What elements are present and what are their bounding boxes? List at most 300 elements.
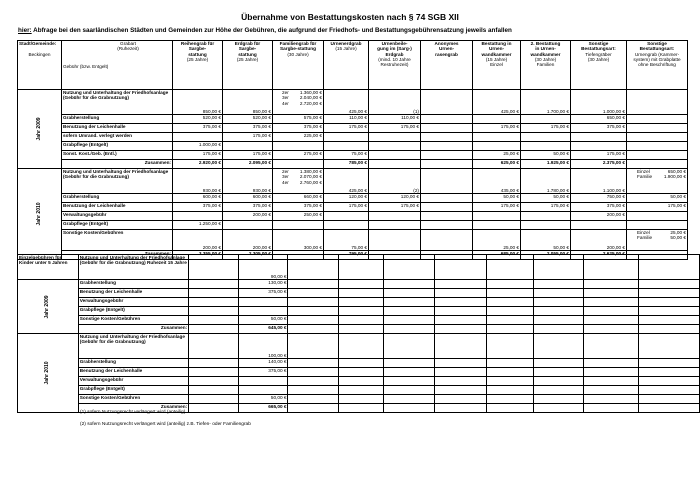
pair-value: 1.900,00 € [663,174,686,180]
empty-cell [189,395,239,404]
fee-table-kinder [17,254,700,413]
sonstige-pair-cell [627,169,688,194]
empty-cell [324,133,369,142]
value-cell: 130,00 € [238,280,288,289]
empty-cell [473,212,521,221]
empty-cell [223,221,273,230]
empty-cell [189,316,239,325]
empty-cell [435,289,487,298]
value-cell: 75,00 € [324,151,369,160]
empty-cell [288,325,339,334]
block-2010 [18,169,688,260]
empty-cell [339,298,384,307]
h-l2: Sargbe-stattung [280,46,316,52]
empty-cell [571,221,627,230]
h-l4: (15 Jahre) [485,56,508,62]
empty-cell [189,368,239,377]
block-2009 [18,90,688,169]
pair-label: Einzel [637,169,650,174]
value-cell: 375,00 € [223,203,273,212]
total-row [18,160,688,169]
row-label: Grabherstellung [78,359,188,368]
empty-cell [383,280,435,289]
h-l5: Restruhezeit) [380,62,409,68]
empty-cell [435,377,487,386]
empty-cell [369,133,421,142]
year-label: Jahr 2010 [35,202,42,226]
year-label: Jahr 2009 [35,117,42,141]
empty-cell [583,386,639,395]
empty-cell [273,221,324,230]
empty-cell [583,325,639,334]
empty-cell [534,404,584,413]
header-col-5 [369,41,421,90]
value-cell: 90,00 € [238,255,288,280]
row-label: Grabherstellung [62,115,173,124]
header-col-3 [273,41,324,90]
value-cell: 2.920,00 € [173,160,223,169]
row-label: Nutzung und Unterhaltung der Friedhofsanlage (Gebühr für die Grabnutzung) [62,90,173,115]
value-cell: 1.925,00 € [521,160,571,169]
value-cell: 600,00 € [223,194,273,203]
empty-cell [173,212,223,221]
empty-cell [435,280,487,289]
empty-cell [189,334,239,359]
empty-cell [521,142,571,151]
fam-size: 3er [282,174,289,180]
h-l2: Urnen- [488,46,505,52]
value-cell: 50,00 € [521,230,571,251]
footnote-2: (2) sofern Nutzungsrecht verlängert wird (anteilig) z.B. Tiefen- oder Familiengrab [80,422,251,427]
empty-cell [383,368,435,377]
empty-cell [639,377,700,386]
value-cell: 2.305,00 € [223,251,273,260]
empty-cell [435,298,487,307]
empty-cell [339,368,384,377]
year-label: Jahr 2010 [44,361,51,385]
empty-cell [486,289,534,298]
empty-cell [534,368,584,377]
value-cell [238,386,288,395]
empty-cell [639,289,700,298]
value-cell: 175,00 € [324,124,369,133]
value-cell: 200,00 € [223,230,273,251]
h-l1: Bestattung in [481,41,512,46]
h-l2: Bestattungsart: [581,46,616,52]
empty-cell [521,115,571,124]
empty-cell [288,255,339,280]
empty-cell [486,404,534,413]
stadt-name: Beckingen [28,52,51,58]
row-label: Nutzung und Unterhaltung der Friedhofsanlage (Gebühr für die Grabnutzung) [78,334,188,359]
pair-label: Familie [637,174,653,180]
empty-cell [339,255,384,280]
h-l1: Familiengrab für [279,41,317,46]
empty-cell [339,404,384,413]
empty-cell [189,404,239,413]
value-cell: 2.375,00 € [571,160,627,169]
value-cell: 600,00 € [173,194,223,203]
empty-cell [627,133,688,142]
empty-cell [583,377,639,386]
value-cell: 50,00 € [521,151,571,160]
row-label: Zusammen: [78,404,188,413]
empty-cell [339,395,384,404]
empty-cell [339,280,384,289]
value-cell: 175,00 € [223,133,273,142]
fam-value: 2.040,00 € [299,95,322,101]
value-cell: 375,00 € [173,203,223,212]
page-title: Übernahme von Bestattungskosten nach § 74 SGB XII [241,12,459,22]
familiengrab-cell [273,169,324,194]
empty-cell [627,142,688,151]
h-l4: (25 Jahre) [186,56,209,62]
value-cell: 225,00 € [273,133,324,142]
total-row [18,325,700,334]
value-cell [238,307,288,316]
empty-cell [421,124,473,133]
value-cell: 520,00 € [223,115,273,124]
value-cell: 175,00 € [473,124,521,133]
empty-cell [369,142,421,151]
fam-size: 4er [282,179,289,185]
value-cell: 200,00 € [571,230,627,251]
empty-cell [534,395,584,404]
empty-cell [421,221,473,230]
table-row [18,334,700,359]
empty-cell [383,316,435,325]
h-l4: (30 Jahre) [534,56,557,62]
value-cell: 375,00 € [238,368,288,377]
empty-cell [189,359,239,368]
footnote-1: (1) sofern Nutzungsrecht verlängert wird (anteilig) [80,410,186,415]
h-l1: Anonymes [434,41,459,46]
value-cell: 3.355,00 € [173,251,223,260]
value-cell: 175,00 € [173,151,223,160]
empty-cell [324,142,369,151]
empty-cell [521,221,571,230]
empty-cell [639,316,700,325]
table-row [18,280,700,289]
value-cell: 2.095,00 € [223,160,273,169]
empty-cell [627,90,688,115]
h-l3: Erdgrab [385,51,404,57]
empty-cell [288,280,339,289]
empty-cell [435,255,487,280]
table-row [18,221,688,230]
empty-cell [486,395,534,404]
empty-cell [583,334,639,359]
empty-cell [288,289,339,298]
value-cell: 850,00 € [223,90,273,115]
table-row [18,115,688,124]
row-label: Benutzung der Leichenhalle [78,368,188,377]
value-cell: 110,00 € [369,115,421,124]
empty-cell [288,298,339,307]
header-col-2 [223,41,273,90]
empty-cell [383,404,435,413]
empty-cell [223,142,273,151]
empty-cell [339,325,384,334]
row-label: Benutzung der Leichenhalle [62,203,173,212]
table-row [18,169,688,194]
h-l2: Sargbe- [238,46,257,52]
header-col-4 [324,41,369,90]
value-cell: 930,00 € [173,169,223,194]
empty-cell [189,325,239,334]
h-l2: Bestattungsart: [639,46,675,52]
value-cell: 175,00 € [521,203,571,212]
empty-cell [421,230,473,251]
header-col-9 [571,41,627,90]
pair-line [628,174,686,179]
pair-label: Familie [637,235,653,241]
table-row [18,142,688,151]
empty-cell [583,359,639,368]
empty-cell [486,255,534,280]
table-row [18,255,700,280]
empty-cell [639,334,700,359]
value-cell: 300,00 € [273,230,324,251]
value-cell: 140,00 € [238,359,288,368]
stadt-cell [18,41,62,90]
table-row [18,359,700,368]
table-row [18,368,700,377]
empty-cell [486,280,534,289]
value-cell: 930,00 € [223,169,273,194]
empty-cell [288,334,339,359]
empty-cell [639,298,700,307]
empty-cell [339,359,384,368]
value-cell: 375,00 € [223,124,273,133]
value-cell: 25,00 € [473,230,521,251]
value-cell [238,298,288,307]
value-cell: 2.055,00 € [521,251,571,260]
value-cell: 275,00 € [273,151,324,160]
empty-cell [486,325,534,334]
row-label: Verwaltungsgebühr [62,212,173,221]
empty-cell [583,298,639,307]
row-label: Sonst. Kost./Geb. (Entl.) [62,151,173,160]
familiengrab-cell [273,90,324,115]
empty-cell [173,133,223,142]
h-l1: 2. Bestattung [530,41,561,46]
value-cell: 25,00 € [473,151,521,160]
h-l3: (30 Jahre) [287,51,309,57]
value-cell: 110,00 € [324,115,369,124]
year-label-cell [18,90,62,169]
empty-cell [189,386,239,395]
header-col-6 [421,41,473,90]
table-row [18,124,688,133]
table-row [18,289,700,298]
row-label: Nutzung und Unterhaltung der Friedhofsanlage (Gebühr für die Grabnutzung) [62,169,173,194]
empty-cell [435,359,487,368]
value-cell: 1.000,00 € [571,90,627,115]
empty-cell [421,194,473,203]
value-cell: 375,00 € [173,124,223,133]
fam-size: 4er [282,100,289,106]
header-col-8 [521,41,571,90]
fam-line [274,180,322,185]
row-label: Sonstige Kosten/Gebühren [62,230,173,251]
stadt-label: Stadt/Gemeinde: [19,41,57,46]
empty-cell [435,307,487,316]
empty-cell [534,359,584,368]
empty-cell [639,280,700,289]
row-label: sofern Umrand. verlegt werden [62,133,173,142]
empty-cell [189,298,239,307]
value-cell: 375,00 € [273,203,324,212]
row-label: Verwaltungsgebühr [78,298,188,307]
empty-cell [369,151,421,160]
value-cell: 175,00 € [473,203,521,212]
empty-cell [583,316,639,325]
value-cell: 375,00 € [571,203,627,212]
row-label: Grabherstellung [62,194,173,203]
fam-value: 2.070,00 € [299,174,322,180]
table-row [18,377,700,386]
table-row [18,151,688,160]
empty-cell [486,386,534,395]
row-label: Nutzung und Unterhaltung der Friedhofsanlage (Gebühr für die Grabnutzung) Ruhezeit 15 Jahre [78,255,188,280]
empty-cell [288,368,339,377]
empty-cell [383,289,435,298]
table-row [18,230,688,251]
value-cell: 2.625,00 € [571,251,627,260]
empty-cell [627,221,688,230]
h-l4: (30 Jahre) [587,56,610,62]
empty-cell [627,124,688,133]
empty-cell [288,377,339,386]
table-row [18,298,700,307]
empty-cell [369,160,421,169]
empty-cell [288,395,339,404]
empty-cell [534,377,584,386]
subtitle [18,27,512,34]
ruhezeit-label: (Ruhezeit) [117,46,139,52]
empty-cell [339,316,384,325]
value-cell: 120,00 € [324,194,369,203]
value-cell: 175,00 € [521,124,571,133]
empty-cell [627,160,688,169]
value-cell: 100,00 € [238,334,288,359]
row-label: Grabpflege (Entgelt) [78,307,188,316]
value-cell: 1.100,00 € [571,169,627,194]
table-row [18,307,700,316]
empty-cell [571,133,627,142]
h-l3: stattung [188,51,207,57]
empty-cell [639,395,700,404]
empty-cell [486,377,534,386]
value-cell: 785,00 € [324,160,369,169]
table-row [18,203,688,212]
empty-cell [486,316,534,325]
empty-cell [288,307,339,316]
row-label: Grabpflege (Entgelt) [78,386,188,395]
year-label-cell [18,169,62,260]
row-label: Sonstige Kosten/Gebühren [78,316,188,325]
value-cell: 660,00 € [273,194,324,203]
year-label-cell [18,334,79,413]
value-cell: 250,00 € [273,212,324,221]
empty-cell [189,377,239,386]
empty-cell [583,280,639,289]
empty-cell [627,115,688,124]
empty-cell [189,307,239,316]
empty-cell [189,289,239,298]
pair-value: 50,00 € [670,235,686,241]
empty-cell [639,255,700,280]
row-label: Sonstige Kosten/Gebühren [78,395,188,404]
empty-cell [534,255,584,280]
empty-cell [383,298,435,307]
pair-label: Einzel [637,230,650,235]
table-row [18,316,700,325]
fam-size: 2er [282,90,289,95]
row-label: Benutzung der Leichenhalle [78,289,188,298]
empty-cell [583,368,639,377]
empty-cell [189,255,239,280]
value-cell: 795,00 € [324,251,369,260]
empty-cell [534,307,584,316]
row-label: Grabherstellung [78,280,188,289]
table-row [18,386,700,395]
empty-cell [288,404,339,413]
empty-cell [383,359,435,368]
header-col-10 [627,41,688,90]
value-cell: 750,00 € [571,194,627,203]
empty-cell [486,368,534,377]
value-cell: 50,00 € [473,194,521,203]
block-kinder [18,255,700,413]
empty-cell [339,334,384,359]
value-cell: 645,00 € [238,325,288,334]
empty-cell [369,221,421,230]
h-l3: rasengrab [435,51,458,57]
empty-cell [486,334,534,359]
value-cell: 650,00 € [571,115,627,124]
empty-cell [339,289,384,298]
fam-line [274,101,322,106]
value-cell: (2) [369,169,421,194]
value-cell: 200,00 € [223,212,273,221]
pair-line [628,235,686,240]
h-l1: Sonstige [588,41,609,46]
empty-cell [583,395,639,404]
value-cell: 50,00 € [521,194,571,203]
h-l3: wandkammer [481,51,512,57]
empty-cell [639,404,700,413]
h-l5: Einzel [490,62,503,68]
empty-cell [383,386,435,395]
fam-size: 3er [282,95,289,101]
value-cell: 200,00 € [571,212,627,221]
row-label: Zusammen: [62,160,173,169]
h-l2: in Urnen- [535,46,556,52]
empty-cell [421,142,473,151]
h-l3: Tiefengräber [585,51,612,57]
h-l1: Sonstige [647,41,667,46]
value-cell [238,377,288,386]
h-l5: ohne Beschriftung [638,62,676,68]
empty-cell [383,325,435,334]
value-cell: 1.780,00 € [521,169,571,194]
value-cell: 175,00 € [571,151,627,160]
empty-cell [421,212,473,221]
value-cell: 435,00 € [473,169,521,194]
h-l2: gung im (Sarg-) [377,46,412,52]
